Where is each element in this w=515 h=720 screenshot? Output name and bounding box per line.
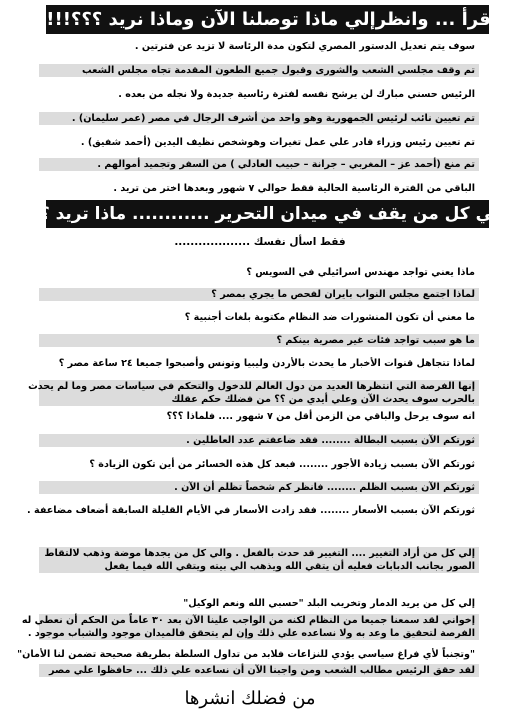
list-item: تم منع (أحمد عز – المغربي – جرانة – حبيب العادلي ) من السفر وتجميد أموالهم . xyxy=(39,158,479,171)
header-banner xyxy=(38,5,497,34)
list-item: الباقي من الفترة الرئاسية الحالية فقط حوالي ٧ شهور وبعدها اختر من تريد . xyxy=(113,183,475,194)
list-item: تم وقف مجلسي الشعب والشورى وقبول جميع الطعون المقدمة تجاه مجلس الشعب xyxy=(39,64,479,77)
list-item: ماذا يعني تواجد مهندس اسرائيلي في السويس ؟ xyxy=(246,267,475,278)
list-item: سوف يتم تعديل الدستور المصري لتكون مدة الرئاسة لا تزيد عن فترتين . xyxy=(134,41,475,52)
list-item: إلي كل من أراد التغيير .... التغيير قد حدث بالفعل . والي كل من يجدها موضة وذهب لالتقاط الصور بجانب الدبابات فعليه أن يتقي الله ويذهب الي بيته ويتقي الله فيما يفعل xyxy=(39,547,479,573)
list-item: إخواني لقد سمعنا جميعا من النظام لكنه من الواجب علينا الآن بعد ٣٠ عاماً من الحكم أن نعطي له الفرصة لتحقيق ما وعد به ولا نساعده علي ذلك وإن لم يتحقق فالميدان موجود والشباب موجود . xyxy=(39,614,479,640)
list-item: ما هو سبب تواجد فئات غير مصرية بينكم ؟ xyxy=(39,334,479,347)
list-item: ثورتكم الآن بسبب البطالة ........ فقد ضاعفتم عدد العاطلين . xyxy=(39,434,479,447)
list-item: "وتجنباً لأي فراغ سياسي يؤدي للنزاعات فلابد من تداول السلطة بطريقة صحيحة تضمن لنا الأمان" xyxy=(17,649,475,660)
list-item: ما معني أن تكون المنشورات ضد النظام مكتوبة بلغات أجنبية ؟ xyxy=(184,312,475,323)
list-item: إلي كل من يريد الدمار وتخريب البلد "حسبي الله ونعم الوكيل" xyxy=(183,598,475,609)
share-request: من فضلك انشرها xyxy=(184,688,316,709)
section-banner xyxy=(29,200,506,228)
list-item: إنها الفرصة التي انتظرها العديد من دول العالم للدخول والتحكم في سياسات مصر وما لم يحدث بالحرب سوف يحدث الآن وعلي أيدي من ؟؟ من فضلك حكم عقلك xyxy=(39,380,479,406)
list-item: انه سوف يرحل والباقي من الزمن أقل من ٧ شهور .... فلماذا ؟؟؟ xyxy=(166,411,475,422)
list-item: ثورتكم الآن بسبب الظلم ........ فانظر كم شخصاً تظلم أن الآن . xyxy=(39,481,479,494)
list-item: لماذا اجتمع مجلس النواب بايران لفحص ما يجري بمصر ؟ xyxy=(39,288,479,301)
header-title: اقرأ ... وانظرإلي ماذا توصلنا الآن وماذا نريد ؟؟؟!!!! xyxy=(38,9,497,30)
list-item: ثورتكم الآن بسبب الأسعار ........ فقد زادت الأسعار في الأيام القليلة السابقة أضعاف مضاعفة . xyxy=(27,505,475,516)
list-item: لماذا تتجاهل قنوات الأخبار ما يحدث بالأردن وليبيا وتونس وأصبحوا جميعا ٢٤ ساعة مصر ؟ xyxy=(58,358,475,369)
list-item: تم تعيين رئيس وزراء قادر علي عمل تغيرات وهوشخص نظيف اليدين (أحمد شفيق) . xyxy=(80,137,475,148)
list-item: الرئيس حسني مبارك لن يرشح نفسه لفترة رئاسية جديدة ولا نجله من بعده . xyxy=(118,89,475,100)
section-title: إلي كل من يقف في ميدان التحرير ............ ماذا تريد ؟؟ xyxy=(29,204,506,224)
section-subtitle: فقط اسأل نفسك ................... xyxy=(174,236,346,248)
list-item: تم تعيين نائب لرئيس الجمهورية وهو واحد من أشرف الرجال في مصر (عمر سليمان) . xyxy=(39,112,479,125)
list-item: لقد حقق الرئيس مطالب الشعب ومن واجبنا الآن أن نساعده علي ذلك ... حافظوا علي مصر xyxy=(39,664,479,677)
list-item: ثورتكم الآن بسبب زيادة الأجور ........ فبعد كل هذه الخسائر من أين تكون الزيادة ؟ xyxy=(89,459,475,470)
